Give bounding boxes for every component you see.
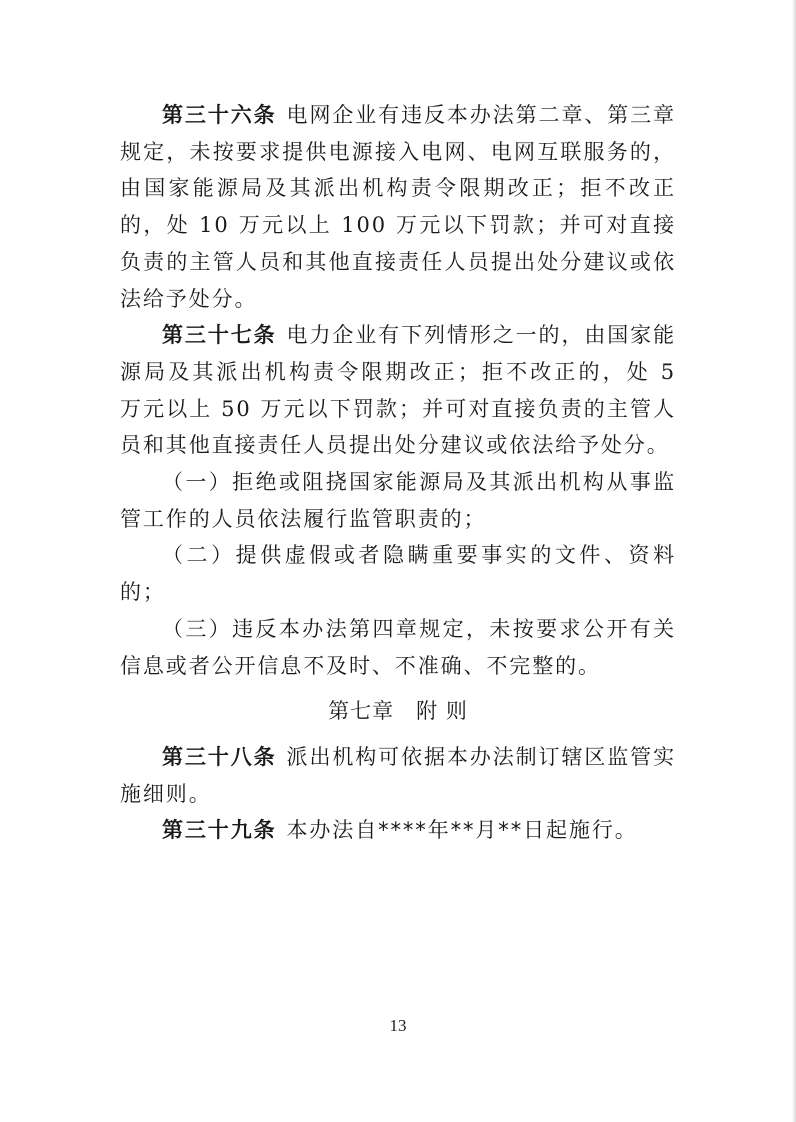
article-37 <box>120 317 676 464</box>
article-36 <box>120 97 676 317</box>
article-39-label: 第三十九条 <box>162 817 277 843</box>
chapter-title: 附 则 <box>416 699 468 724</box>
list-item-2: （二）提供虚假或者隐瞒重要事实的文件、资料的； <box>120 543 676 605</box>
article-38-label: 第三十八条 <box>162 743 277 769</box>
article-39-date: ****年**月**日 <box>378 818 547 843</box>
article-39-suffix: 起施行。 <box>546 818 638 843</box>
article-38-text: 派出机构可依据本办法制订辖区监管实施细则。 <box>120 744 676 806</box>
page-edge-shadow <box>792 0 796 1122</box>
article-37-text: 电力企业有下列情形之一的，由国家能源局及其派出机构责令限期改正；拒不改正的，处 5 万元以上 50 万元以下罚款；并可对直接负责的主管人员和其他直接责任人员提出处分建议或依法给予处分。 <box>120 323 676 458</box>
article-36-text: 电网企业有违反本办法第二章、第三章规定，未按要求提供电源接入电网、电网互联服务的，由国家能源局及其派出机构责令限期改正；拒不改正的，处 10 万元以上 100 万元以下罚款；并可对直接负责的主管人员和其他直接责任人员提出处分建议或依法给予处分。 <box>120 103 676 311</box>
list-item-1: （一）拒绝或阻挠国家能源局及其派出机构从事监管工作的人员依法履行监管职责的； <box>120 470 676 531</box>
chapter-heading <box>120 693 676 730</box>
document-body <box>120 97 676 849</box>
list-item-3: （三）违反本办法第四章规定，未按要求公开有关信息或者公开信息不及时、不准确、不完整的。 <box>120 616 676 678</box>
article-37-label: 第三十七条 <box>162 322 277 348</box>
page-number: 13 <box>389 1016 407 1035</box>
article-36-label: 第三十六条 <box>162 102 277 127</box>
article-38 <box>120 739 676 812</box>
article-39 <box>120 812 676 849</box>
article-39-prefix: 本办法自 <box>286 818 379 843</box>
chapter-number: 第七章 <box>328 699 395 724</box>
